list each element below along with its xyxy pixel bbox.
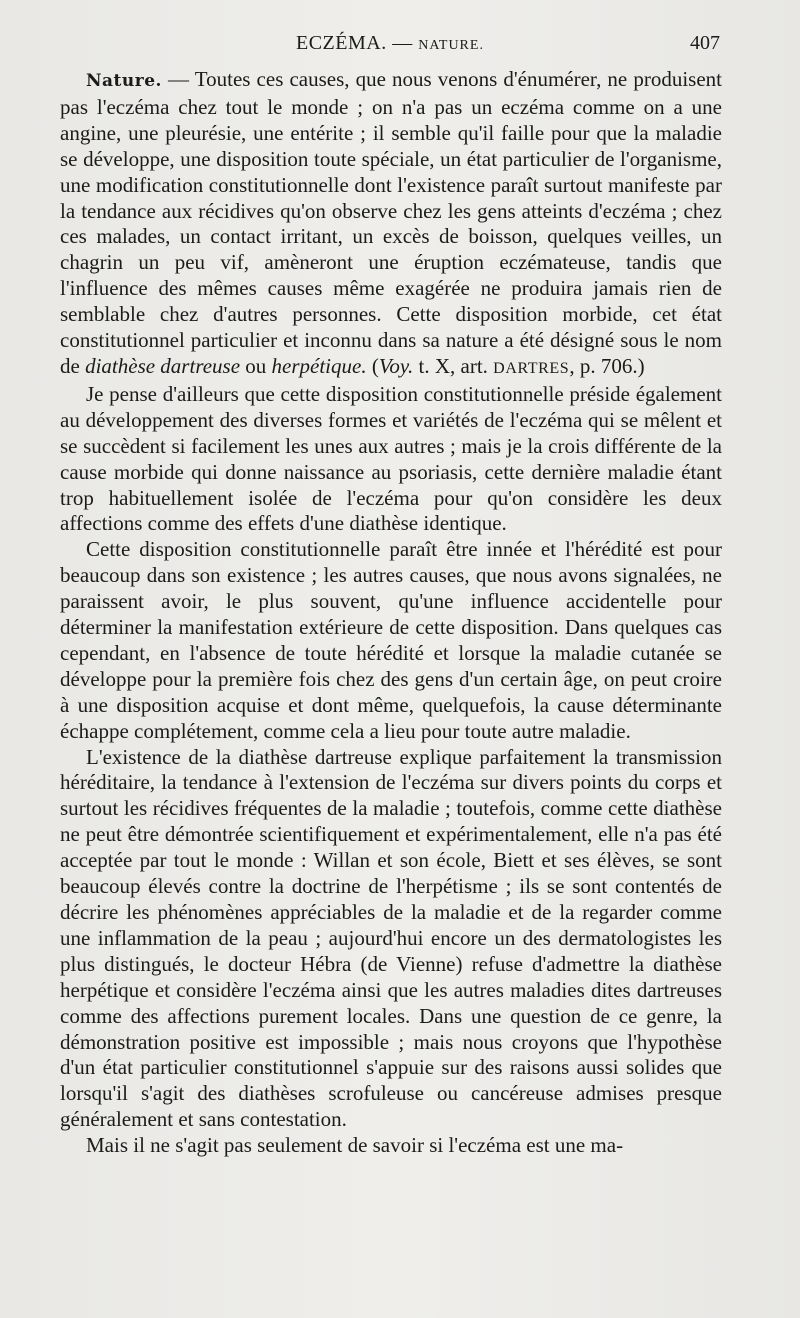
page-number: 407 bbox=[690, 32, 720, 54]
italic-term: diathèse dartreuse bbox=[85, 353, 241, 378]
paragraph-2: Je pense d'ailleurs que cette disposition constitutionnelle préside également au développement des diverses formes et variétés de l'eczéma qui se mêlent et se succèdent si facilement les unes aux autres ; mais je la crois différente de la cause morbide qui donne naissance au psoriasis, cette dernière maladie étant trop habituellement isolée de l'eczéma pour qu'on considère les deux affections comme des effets d'une diathèse identique. bbox=[60, 381, 722, 536]
paragraph-text: — Toutes ces causes, que nous venons d'énumérer, ne produisent pas l'eczéma chez tout le monde ; on n'a pas un eczéma comme on a une angine, une pleurésie, une entérite ; il semble qu'il faille pour que la maladie se développe, une disposition toute spéciale, un état particulier de l'organisme, une modification constitutionnelle dont l'existence paraît surtout manifeste par la tendance aux récidives qu'on observe chez les gens atteints d'eczéma ; chez ces malades, un contact irritant, un excès de boisson, quelques veilles, un chagrin un peu vif, amèneront une éruption eczémateuse, tandis que l'influence des mêmes causes même exagérée ne produira jamais rien de semblable chez d'autres personnes. Cette disposition morbide, cet état constitutionnel particulier et inconnu dans sa nature a été désigné sous le nom de bbox=[60, 67, 722, 378]
running-title-section: NATURE. bbox=[418, 38, 484, 53]
running-head bbox=[60, 32, 720, 60]
running-title-main: ECZÉMA. bbox=[296, 32, 387, 54]
running-title bbox=[296, 32, 484, 55]
paragraph-text: ( bbox=[366, 353, 379, 378]
italic-term: herpétique. bbox=[271, 353, 367, 378]
paragraph-nature bbox=[60, 67, 722, 382]
running-title-dash: — bbox=[386, 32, 419, 54]
paragraph-text: ou bbox=[240, 353, 272, 378]
section-lead-nature: Nature. bbox=[86, 71, 162, 91]
italic-abbrev: Voy. bbox=[378, 353, 414, 378]
paragraph-4: L'existence de la diathèse dartreuse explique parfaitement la transmission héréditaire, la tendance à l'extension de l'eczéma sur divers points du corps et surtout les récidives fréquentes de la maladie ; toutefois, comme cette diathèse ne peut être démontrée scientifiquement et expérimentalement, elle n'a pas été acceptée par tout le monde : Willan et son école, Biett et ses élèves, se sont beaucoup élevés contre la doctrine de l'herpétisme ; ils se sont contentés de décrire les phénomènes appréciables de la maladie et de la regarder comme une inflammation de la peau ; aujourd'hui encore un des dermatologistes les plus distingués, le docteur Hébra (de Vienne) refuse d'admettre la diathèse herpétique et considère l'eczéma ainsi que les autres maladies dites dartreuses comme des affections purement locales. Dans une question de ce genre, la démonstration positive est impossible ; mais nous croyons que l'hypothèse d'un état particulier constitutionnel s'appuie sur des raisons aussi solides que lorsqu'il s'agit des diathèses scrofuleuse ou cancéreuse admises presque généralement et sans contestation. bbox=[60, 744, 722, 1132]
paragraph-5: Mais il ne s'agit pas seulement de savoir si l'eczéma est une ma- bbox=[86, 1133, 624, 1158]
paragraph-3: Cette disposition constitutionnelle paraît être innée et l'hérédité est pour beaucoup dans son existence ; les autres causes, que nous avons signalées, ne paraissent avoir, le plus souvent, qu'une influence accidentelle pour déterminer la manifestation extérieure de cette disposition. Dans quelques cas cependant, en l'absence de toute hérédité et lorsque la maladie cutanée se développe pour la première fois chez des gens d'un certain âge, on peut croire à une disposition acquise et dont même, quelquefois, la cause déterminante échappe complétement, comme cela a lieu pour toute autre maladie. bbox=[60, 537, 722, 743]
paragraph-text: t. X, art. bbox=[413, 353, 494, 378]
paragraph-text: , p. 706.) bbox=[569, 353, 645, 378]
body-text bbox=[60, 67, 722, 1159]
cross-reference: DARTRES bbox=[493, 359, 570, 377]
